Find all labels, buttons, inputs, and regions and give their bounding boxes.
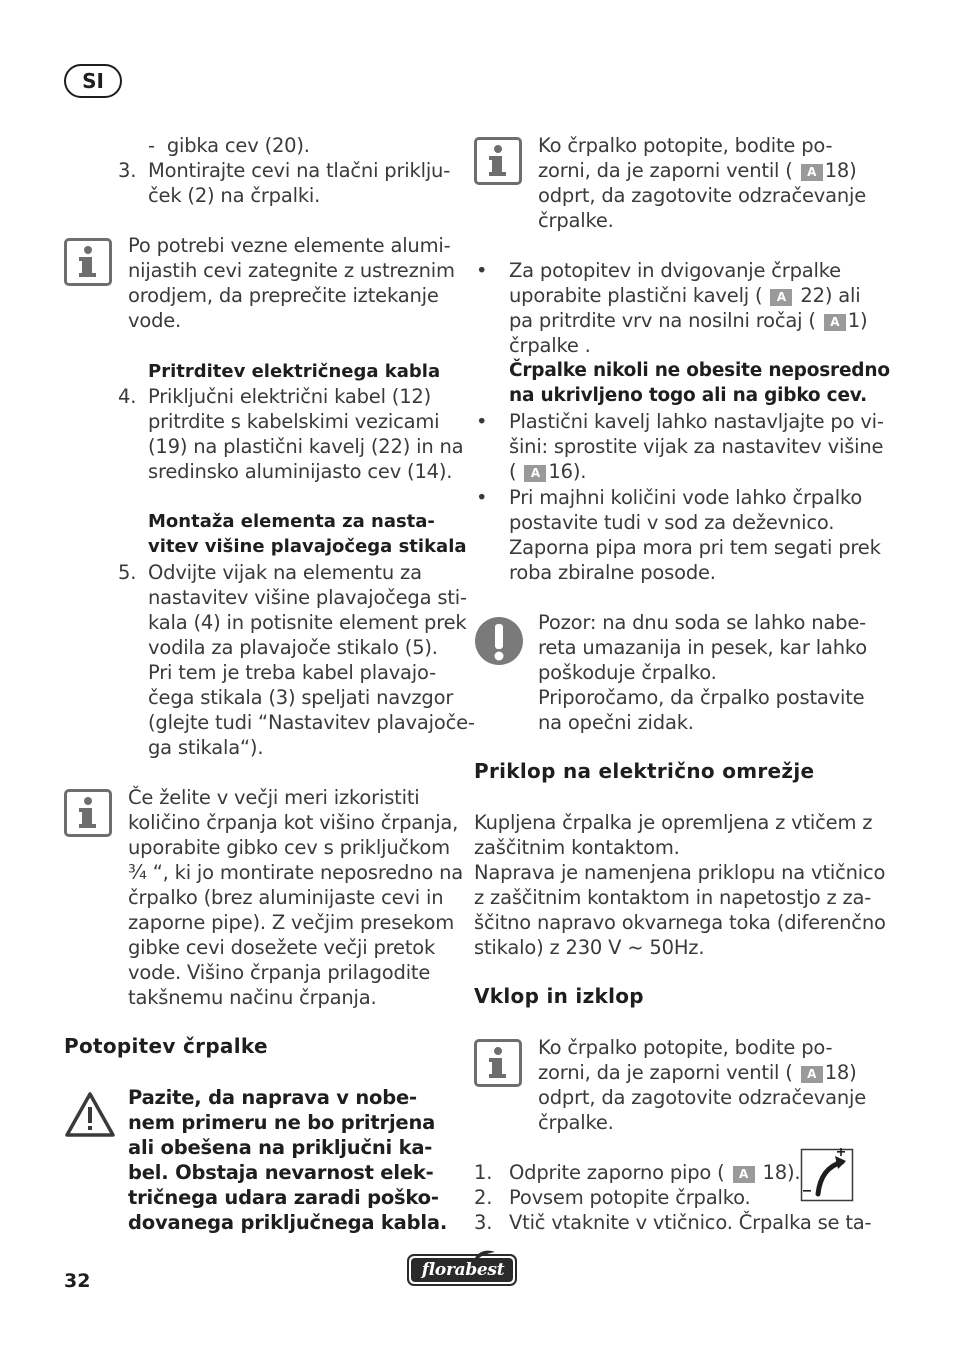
subheading-cable: Pritrditev električnega kabla bbox=[148, 361, 441, 382]
step-line: (19) na plastični kavelj (22) in na bbox=[148, 435, 464, 458]
paragraph-line: stikalo) z 230 V ~ 50Hz. bbox=[474, 936, 705, 959]
dash-item-text: gibka cev (20). bbox=[166, 134, 310, 157]
section-heading-power: Priklop na električno omrežje bbox=[474, 759, 815, 783]
paragraph-line: zaščitnim kontaktom. bbox=[474, 836, 680, 859]
paragraph-line: Kupljena črpalka je opremljena z vtičem z bbox=[474, 811, 873, 834]
info-icon bbox=[474, 137, 522, 185]
note-line: Ko črpalko potopite, bodite po- bbox=[538, 134, 833, 157]
subheading-line: vitev višine plavajočega stikala bbox=[148, 536, 467, 557]
info-note-2 bbox=[128, 785, 463, 1010]
bullet-text: 22) ali bbox=[800, 284, 861, 307]
step-3 bbox=[474, 1210, 871, 1235]
note-text: 18) bbox=[824, 1061, 857, 1084]
bullet-line: Plastični kavelj lahko nastavljajte po vi- bbox=[509, 410, 884, 433]
step-line: Odvijte vijak na elementu za bbox=[148, 561, 422, 584]
bullet-line: Zaporna pipa mora pri tem segati prek bbox=[509, 536, 881, 559]
bullet-text: pa pritrdite vrv na nosilni ročaj ( bbox=[509, 309, 816, 332]
step-line: vodila za plavajoče stikalo (5). bbox=[148, 636, 438, 659]
note-line: Ko črpalko potopite, bodite po- bbox=[538, 1036, 833, 1059]
bullet-line: postavite tudi v sod za deževnico. bbox=[509, 511, 835, 534]
note-line: reta umazanija in pesek, kar lahko bbox=[538, 636, 867, 659]
note-line: vode. Višino črpanja prilagodite bbox=[128, 961, 431, 984]
step-line: ga stikala“). bbox=[148, 736, 264, 759]
step-3 bbox=[118, 158, 458, 208]
step-line: čega stikala (3) speljati navzgor bbox=[148, 686, 454, 709]
step-number: 3. bbox=[118, 159, 137, 182]
bullet-text: uporabite plastični kavelj ( bbox=[509, 284, 763, 307]
step-line: Montirajte cevi na tlačni priklju- bbox=[148, 159, 451, 182]
step-line: Priključni električni kabel (12) bbox=[148, 385, 432, 408]
step-number: 5. bbox=[118, 561, 137, 584]
caution-note bbox=[538, 610, 867, 735]
exclamation-icon bbox=[474, 615, 524, 667]
language-badge: SI bbox=[64, 64, 122, 98]
step-number: 2. bbox=[474, 1186, 493, 1209]
subheading-line: Montaža elementa za nasta- bbox=[148, 511, 435, 532]
note-line: na opečni zidak. bbox=[538, 711, 694, 734]
bullet-line bbox=[509, 308, 890, 333]
info-icon bbox=[64, 238, 112, 286]
bullet-line: Pri majhni količini vode lahko črpalko bbox=[509, 486, 863, 509]
step-5 bbox=[118, 560, 475, 760]
bullet-line-bold: Črpalke nikoli ne obesite neposredno bbox=[509, 360, 890, 381]
step-line: (glejte tudi “Nastavitev plavajoče- bbox=[148, 711, 475, 734]
bullet-text: 16). bbox=[548, 460, 587, 483]
step-text: Odprite zaporno pipo ( bbox=[509, 1161, 725, 1184]
warning-line: bel. Obstaja nevarnost elek- bbox=[128, 1161, 434, 1184]
note-line: zaporne pipe). Z večjim presekom bbox=[128, 911, 454, 934]
warning-text bbox=[128, 1085, 447, 1235]
note-line: Pozor: na dnu soda se lahko nabe- bbox=[538, 611, 866, 634]
dash-list-item bbox=[148, 133, 310, 158]
paragraph-line: z zaščitnim kontaktom in napetostjo z za- bbox=[474, 886, 872, 909]
dash-marker: - bbox=[148, 134, 155, 157]
step-line: nastavitev višine plavajočega sti- bbox=[148, 586, 467, 609]
figure-a-badge: A bbox=[824, 314, 846, 331]
warning-line: Pazite, da naprava v nobe- bbox=[128, 1086, 417, 1109]
note-line: nijastih cevi zategnite z ustreznim bbox=[128, 259, 455, 282]
bullet-list-item bbox=[476, 485, 881, 585]
bullet-line-bold: na ukrivljeno togo ali na gibko cev. bbox=[509, 385, 867, 406]
warning-line: nem primeru ne bo pritrjena bbox=[128, 1111, 436, 1134]
bullet-text: 1) bbox=[847, 309, 868, 332]
figure-a-badge: A bbox=[801, 1066, 823, 1083]
note-line: črpalke. bbox=[538, 209, 614, 232]
note-line bbox=[538, 1060, 866, 1085]
bullet-line bbox=[509, 283, 890, 308]
step-line: ček (2) na črpalki. bbox=[148, 184, 321, 207]
bullet-marker: • bbox=[476, 486, 488, 509]
section-heading-submerge: Potopitev črpalke bbox=[64, 1034, 268, 1058]
bullet-line: šini: sprostite vijak za nastavitev višine bbox=[509, 435, 884, 458]
section-heading-on-off: Vklop in izklop bbox=[474, 984, 644, 1008]
step-line: kala (4) in potisnite element prek bbox=[148, 611, 467, 634]
info-icon bbox=[64, 789, 112, 837]
bullet-marker: • bbox=[476, 259, 488, 282]
info-note-valve-2 bbox=[538, 1035, 866, 1135]
note-line: uporabite gibko cev s priključkom bbox=[128, 836, 450, 859]
note-line: orodjem, da preprečite iztekanje bbox=[128, 284, 439, 307]
step-text: 18). bbox=[762, 1161, 801, 1184]
info-icon bbox=[474, 1039, 522, 1087]
figure-a-badge: A bbox=[524, 465, 546, 482]
power-paragraph bbox=[474, 810, 886, 960]
bullet-list-item bbox=[476, 258, 890, 408]
paragraph-line: ščitno napravo okvarnega toka (diferenčno bbox=[474, 911, 886, 934]
subheading-float-switch bbox=[148, 509, 467, 559]
step-line: Pri tem je treba kabel plavajo- bbox=[148, 661, 436, 684]
note-text: zorni, da je zaporni ventil ( bbox=[538, 159, 793, 182]
step-line: sredinsko aluminijasto cev (14). bbox=[148, 460, 453, 483]
paragraph-line: Naprava je namenjena priklopu na vtičnico bbox=[474, 861, 886, 884]
step-number: 4. bbox=[118, 385, 137, 408]
step-line: pritrdite s kabelskimi vezicami bbox=[148, 410, 440, 433]
bullet-line: črpalke . bbox=[509, 334, 591, 357]
step-number: 3. bbox=[474, 1211, 493, 1234]
plus-minus-dial-icon bbox=[800, 1148, 854, 1202]
note-line: črpalko (brez aluminijaste cevi in bbox=[128, 886, 444, 909]
step-text: Povsem potopite črpalko. bbox=[509, 1186, 751, 1209]
note-line: poškoduje črpalko. bbox=[538, 661, 717, 684]
note-line: odprt, da zagotovite odzračevanje bbox=[538, 184, 867, 207]
bullet-marker: • bbox=[476, 410, 488, 433]
bullet-line bbox=[509, 459, 884, 484]
page-number: 32 bbox=[64, 1270, 91, 1292]
florabest-logo bbox=[405, 1249, 519, 1289]
note-line: vode. bbox=[128, 309, 182, 332]
note-line: črpalke. bbox=[538, 1111, 614, 1134]
bullet-text: ( bbox=[509, 460, 517, 483]
note-line: odprt, da zagotovite odzračevanje bbox=[538, 1086, 867, 1109]
note-line: takšnemu načinu črpanja. bbox=[128, 986, 377, 1009]
step-text: Vtič vtaknite v vtičnico. Črpalka se ta- bbox=[509, 1211, 872, 1234]
logo-text: florabest bbox=[421, 1260, 505, 1280]
figure-a-badge: A bbox=[770, 289, 792, 306]
figure-a-badge: A bbox=[733, 1166, 755, 1183]
note-line: gibke cevi dosežete večji pretok bbox=[128, 936, 436, 959]
note-line: količino črpanja kot višino črpanja, bbox=[128, 811, 459, 834]
note-text: 18) bbox=[824, 159, 857, 182]
bullet-line: roba zbiralne posode. bbox=[509, 561, 716, 584]
note-text: zorni, da je zaporni ventil ( bbox=[538, 1061, 793, 1084]
figure-a-badge: A bbox=[801, 164, 823, 181]
bullet-line: Za potopitev in dvigovanje črpalke bbox=[509, 259, 841, 282]
note-line: Priporočamo, da črpalko postavite bbox=[538, 686, 865, 709]
warning-icon bbox=[64, 1090, 116, 1140]
warning-line: tričnega udara zaradi poško- bbox=[128, 1186, 439, 1209]
note-line: ¾ “, ki jo montirate neposredno na bbox=[128, 861, 463, 884]
step-number: 1. bbox=[474, 1161, 493, 1184]
info-note-1 bbox=[128, 233, 455, 333]
info-note-valve-1 bbox=[538, 133, 866, 233]
bullet-list-item bbox=[476, 409, 884, 484]
warning-line: dovanega priključnega kabla. bbox=[128, 1211, 448, 1234]
note-line bbox=[538, 158, 866, 183]
note-line: Po potrebi vezne elemente alumi- bbox=[128, 234, 451, 257]
step-4 bbox=[118, 384, 463, 484]
note-line: Če želite v večji meri izkoristiti bbox=[128, 786, 420, 809]
warning-line: ali obešena na priključni ka- bbox=[128, 1136, 433, 1159]
